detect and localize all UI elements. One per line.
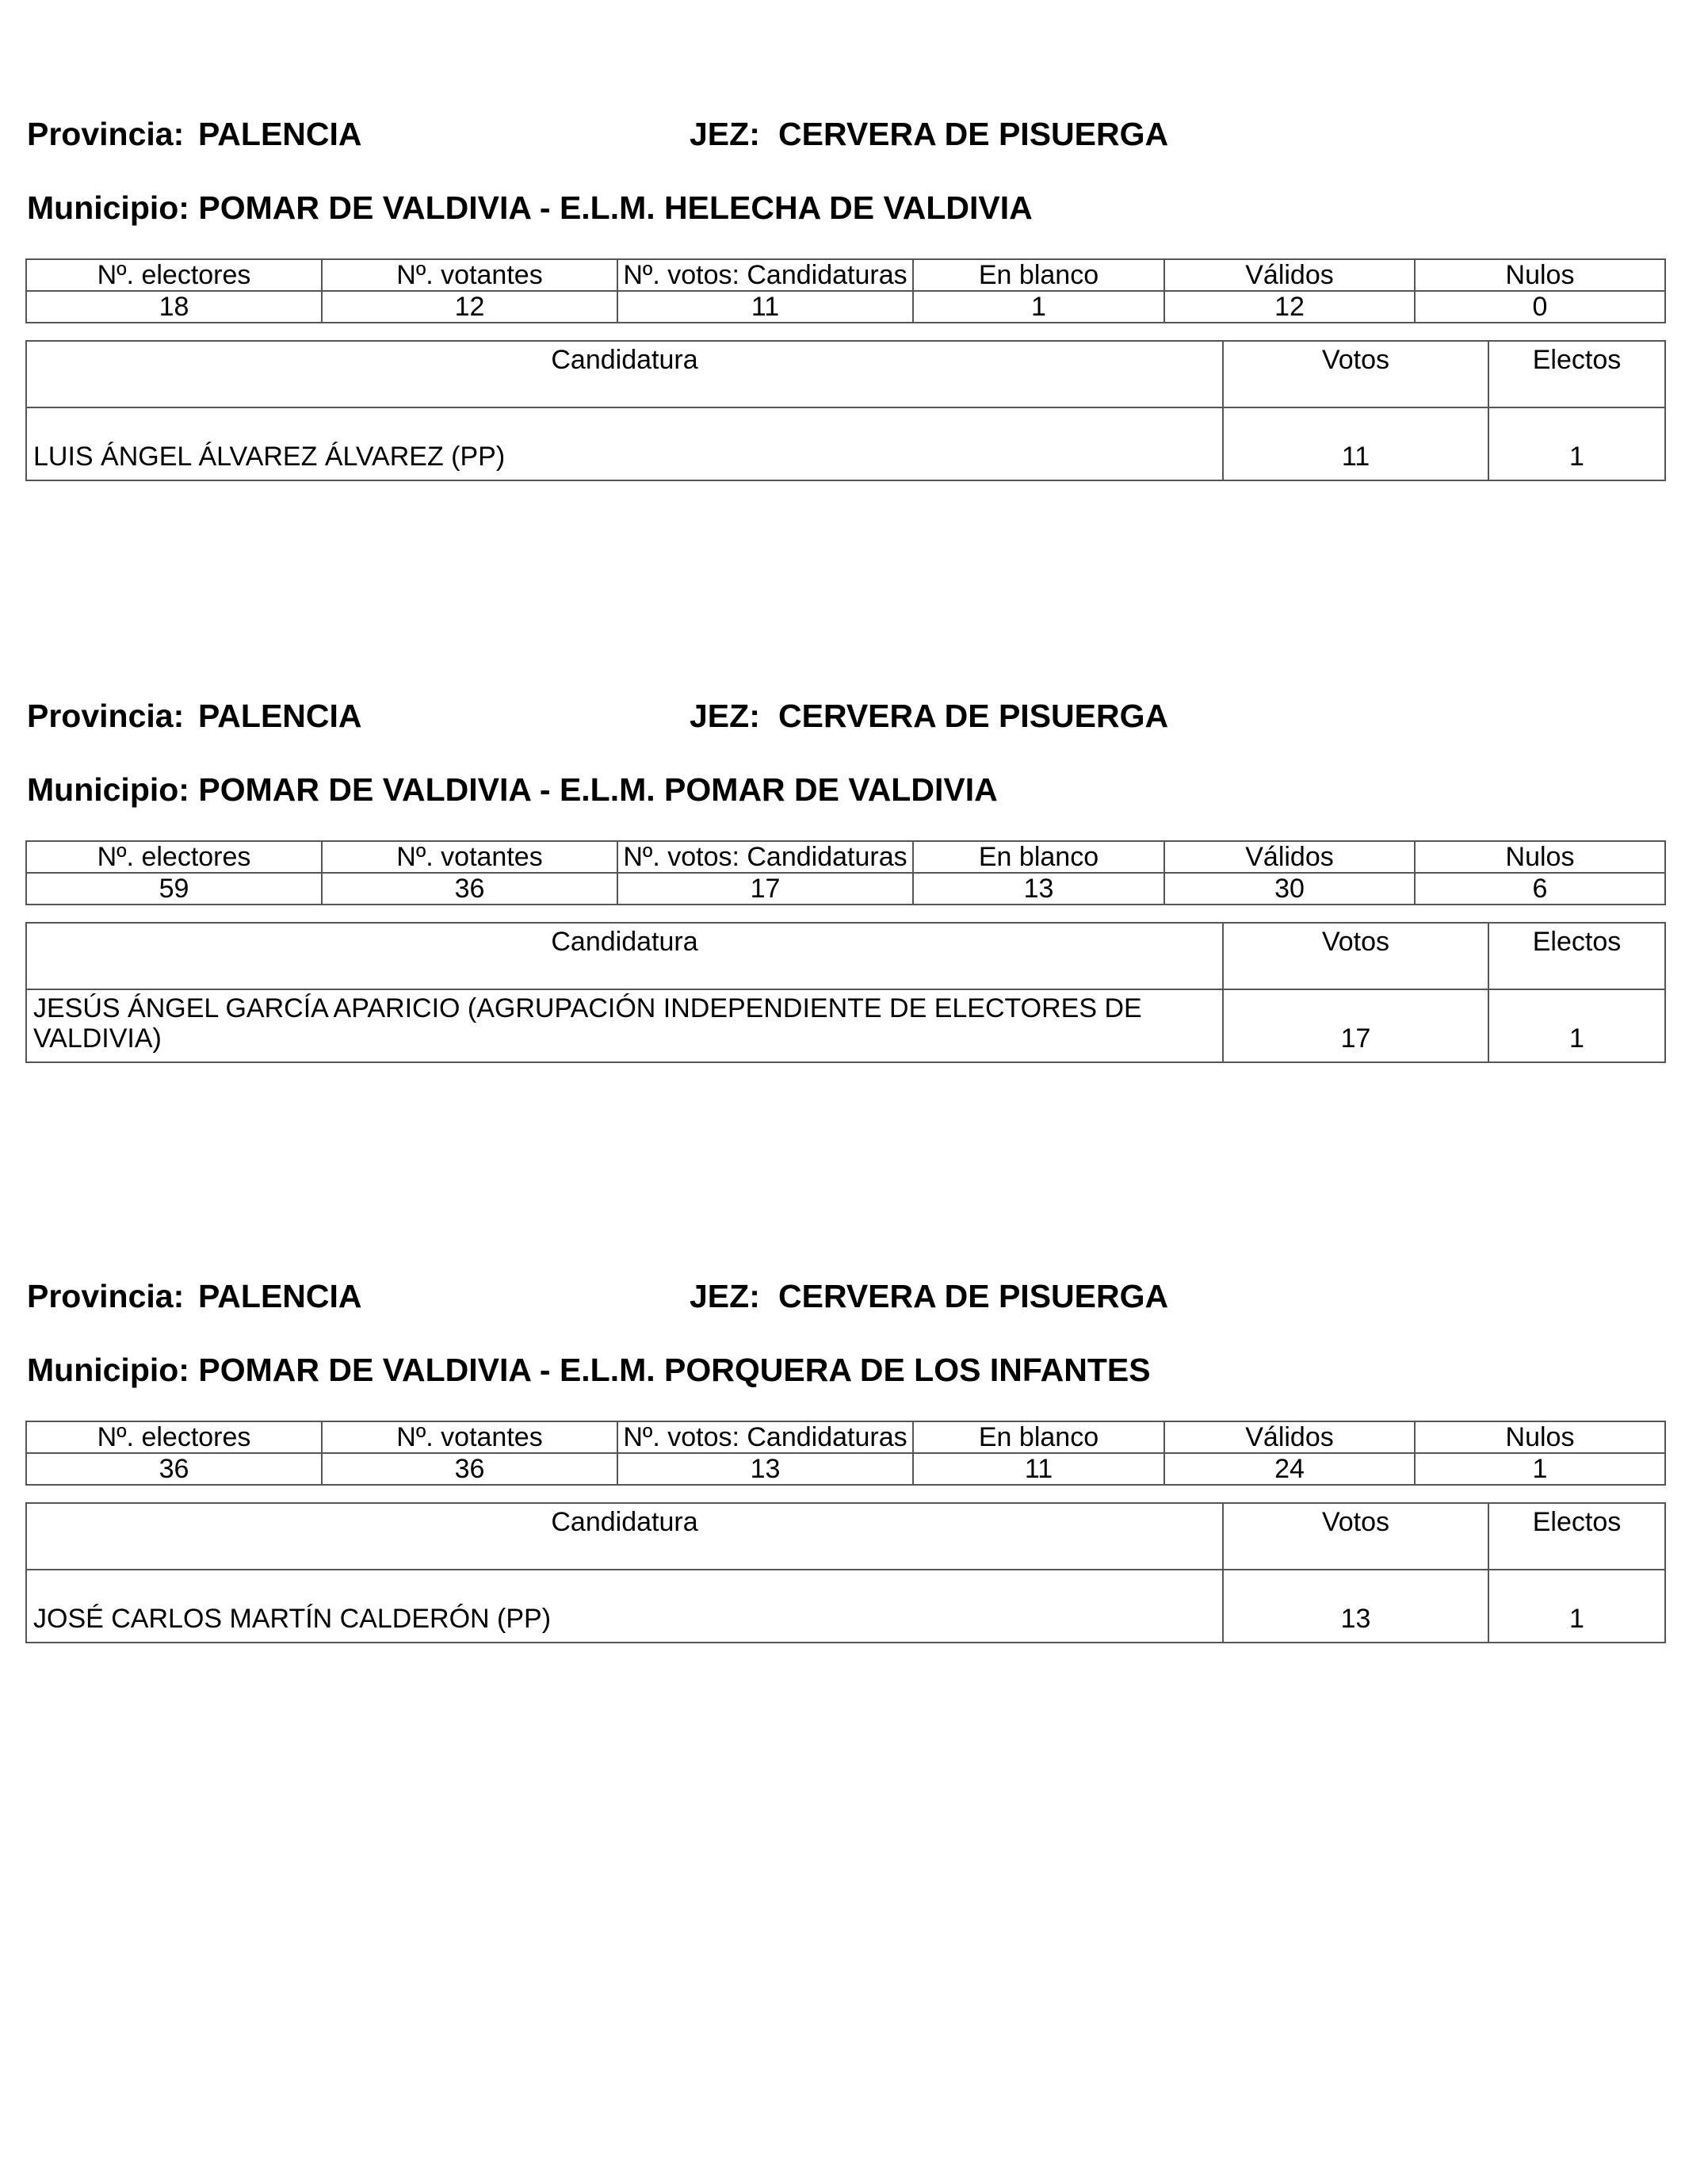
stats-header-row xyxy=(26,1421,1665,1453)
votos-header: Votos xyxy=(1223,1503,1488,1570)
candidate-name: JESÚS ÁNGEL GARCÍA APARICIO (AGRUPACIÓN INDEPENDIENTE DE ELECTORES DE VALDIVIA) xyxy=(26,989,1223,1062)
stats-value-cell: 36 xyxy=(322,1453,617,1485)
candidates-header-row xyxy=(26,1503,1665,1570)
stats-header-cell: En blanco xyxy=(913,841,1164,873)
stats-value-cell: 11 xyxy=(617,291,913,323)
municipio-value: POMAR DE VALDIVIA - E.L.M. HELECHA DE VALDIVIA xyxy=(198,189,1033,226)
stats-header-row xyxy=(26,841,1665,873)
stats-header-row xyxy=(26,259,1665,291)
jez-label: JEZ: xyxy=(690,116,760,152)
candidatura-header: Candidatura xyxy=(26,341,1223,407)
municipio-label: Municipio: xyxy=(27,189,189,226)
jez-value: CERVERA DE PISUERGA xyxy=(778,1278,1169,1314)
candidate-votos: 11 xyxy=(1223,407,1488,480)
candidate-votos: 17 xyxy=(1223,989,1488,1062)
candidates-table xyxy=(25,1502,1666,1643)
municipio-label: Municipio: xyxy=(27,1352,189,1388)
candidate-electos: 1 xyxy=(1488,1570,1665,1643)
stats-header-cell: Nº. votos: Candidaturas xyxy=(617,841,913,873)
stats-table xyxy=(25,258,1666,323)
stats-header-cell: Válidos xyxy=(1164,841,1415,873)
candidate-votos: 13 xyxy=(1223,1570,1488,1643)
municipio-value: POMAR DE VALDIVIA - E.L.M. PORQUERA DE LOS INFANTES xyxy=(198,1352,1151,1388)
electos-header: Electos xyxy=(1488,1503,1665,1570)
candidate-electos: 1 xyxy=(1488,989,1665,1062)
jez-value: CERVERA DE PISUERGA xyxy=(778,698,1169,734)
candidates-header-row xyxy=(26,923,1665,989)
stats-header-cell: Nº. votantes xyxy=(322,841,617,873)
electos-header: Electos xyxy=(1488,923,1665,989)
stats-value-cell: 12 xyxy=(1164,291,1415,323)
votos-header: Votos xyxy=(1223,341,1488,407)
stats-header-cell: Nº. votos: Candidaturas xyxy=(617,1421,913,1453)
provincia-label: Provincia: xyxy=(27,1278,185,1314)
table-row xyxy=(26,1570,1665,1643)
provincia-label: Provincia: xyxy=(27,116,185,152)
stats-value-cell: 0 xyxy=(1415,291,1665,323)
provincia-value: PALENCIA xyxy=(198,698,362,734)
stats-table xyxy=(25,840,1666,905)
provincia-value: PALENCIA xyxy=(198,116,362,152)
result-section xyxy=(25,698,1664,1078)
candidatura-header: Candidatura xyxy=(26,923,1223,989)
candidates-table xyxy=(25,922,1666,1063)
municipio-heading xyxy=(27,1352,1151,1389)
candidate-electos: 1 xyxy=(1488,407,1665,480)
stats-header-cell: Nº. votantes xyxy=(322,1421,617,1453)
candidate-name: LUIS ÁNGEL ÁLVAREZ ÁLVAREZ (PP) xyxy=(26,407,1223,480)
stats-value-row xyxy=(26,1453,1665,1485)
stats-value-cell: 13 xyxy=(617,1453,913,1485)
stats-value-cell: 1 xyxy=(913,291,1164,323)
stats-value-cell: 30 xyxy=(1164,873,1415,905)
stats-value-cell: 11 xyxy=(913,1453,1164,1485)
stats-header-cell: Nº. votos: Candidaturas xyxy=(617,259,913,291)
stats-value-cell: 59 xyxy=(26,873,322,905)
result-section xyxy=(25,1278,1664,1658)
jez-label: JEZ: xyxy=(690,698,760,734)
stats-header-cell: Nulos xyxy=(1415,259,1665,291)
stats-value-cell: 36 xyxy=(322,873,617,905)
stats-header-cell: Nº. electores xyxy=(26,259,322,291)
stats-value-cell: 18 xyxy=(26,291,322,323)
candidates-table xyxy=(25,340,1666,481)
jez-label: JEZ: xyxy=(690,1278,760,1314)
jez-value: CERVERA DE PISUERGA xyxy=(778,116,1169,152)
stats-value-cell: 1 xyxy=(1415,1453,1665,1485)
municipio-label: Municipio: xyxy=(27,771,189,808)
municipio-value: POMAR DE VALDIVIA - E.L.M. POMAR DE VALDIVIA xyxy=(198,771,998,808)
stats-header-cell: Válidos xyxy=(1164,1421,1415,1453)
stats-header-cell: Nº. electores xyxy=(26,841,322,873)
stats-value-row xyxy=(26,291,1665,323)
stats-value-cell: 24 xyxy=(1164,1453,1415,1485)
table-row xyxy=(26,989,1665,1062)
table-row xyxy=(26,407,1665,480)
provincia-value: PALENCIA xyxy=(198,1278,362,1314)
stats-value-cell: 6 xyxy=(1415,873,1665,905)
stats-value-cell: 36 xyxy=(26,1453,322,1485)
stats-header-cell: Nulos xyxy=(1415,841,1665,873)
candidates-header-row xyxy=(26,341,1665,407)
candidatura-header: Candidatura xyxy=(26,1503,1223,1570)
candidate-name: JOSÉ CARLOS MARTÍN CALDERÓN (PP) xyxy=(26,1570,1223,1643)
stats-header-cell: En blanco xyxy=(913,1421,1164,1453)
stats-table xyxy=(25,1421,1666,1486)
stats-value-cell: 17 xyxy=(617,873,913,905)
result-section xyxy=(25,116,1664,496)
votos-header: Votos xyxy=(1223,923,1488,989)
provincia-label: Provincia: xyxy=(27,698,185,734)
municipio-heading xyxy=(27,189,1033,227)
stats-header-cell: Válidos xyxy=(1164,259,1415,291)
municipio-heading xyxy=(27,771,998,809)
stats-value-row xyxy=(26,873,1665,905)
stats-value-cell: 13 xyxy=(913,873,1164,905)
electos-header: Electos xyxy=(1488,341,1665,407)
stats-value-cell: 12 xyxy=(322,291,617,323)
stats-header-cell: En blanco xyxy=(913,259,1164,291)
stats-header-cell: Nulos xyxy=(1415,1421,1665,1453)
stats-header-cell: Nº. votantes xyxy=(322,259,617,291)
stats-header-cell: Nº. electores xyxy=(26,1421,322,1453)
